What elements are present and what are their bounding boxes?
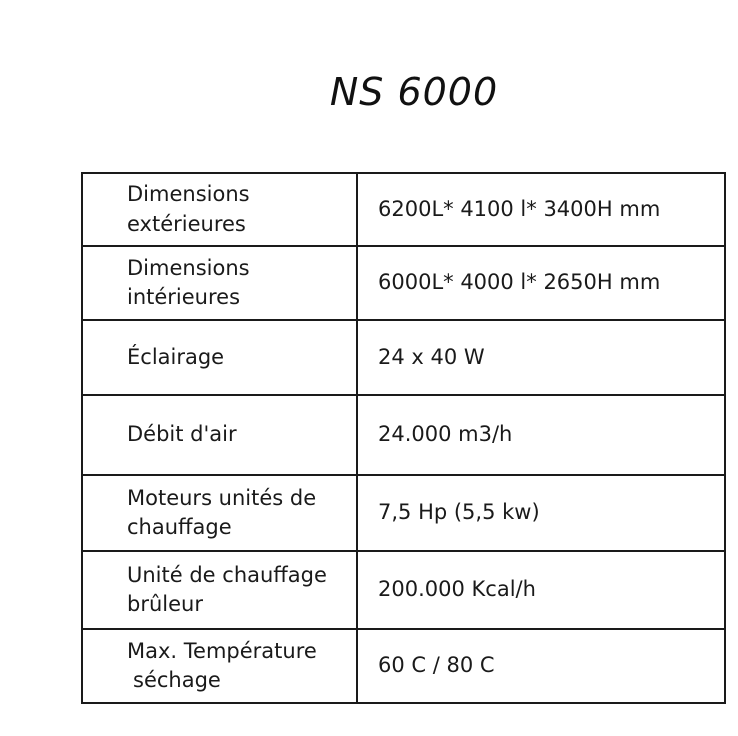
row-value: 6000L* 4000 l* 2650H mm xyxy=(357,246,725,320)
table-row xyxy=(82,246,725,320)
row-label xyxy=(82,173,357,246)
table-row xyxy=(82,320,725,395)
label-line: Dimensions xyxy=(127,255,250,280)
label-line: Débit d'air xyxy=(127,422,237,447)
label-line: extérieures xyxy=(127,211,246,236)
row-label xyxy=(82,475,357,551)
row-value: 60 C / 80 C xyxy=(357,629,725,703)
specs-table xyxy=(81,172,726,704)
row-label xyxy=(82,629,357,703)
label-line: intérieures xyxy=(127,285,241,309)
label-line: brûleur xyxy=(127,592,203,616)
label-line: Max. Température xyxy=(127,638,317,663)
row-value: 24.000 m3/h xyxy=(357,395,725,475)
table-row xyxy=(82,475,725,551)
row-value: 6200L* 4100 l* 3400H mm xyxy=(357,173,725,246)
row-label xyxy=(82,551,357,629)
table-row xyxy=(82,173,725,246)
page-title: NS 6000 xyxy=(329,70,499,114)
label-line: chauffage xyxy=(127,515,232,539)
label-line: séchage xyxy=(133,668,221,692)
table-row xyxy=(82,551,725,629)
row-value: 7,5 Hp (5,5 kw) xyxy=(357,475,725,551)
label-line: Moteurs unités de xyxy=(127,485,317,510)
label-line: Dimensions xyxy=(127,182,250,207)
row-label xyxy=(82,395,357,475)
row-value: 24 x 40 W xyxy=(357,320,725,395)
row-label xyxy=(82,320,357,395)
table-row xyxy=(82,629,725,703)
row-label xyxy=(82,246,357,320)
row-value: 200.000 Kcal/h xyxy=(357,551,725,629)
label-line: Unité de chauffage xyxy=(127,562,327,587)
table-row xyxy=(82,395,725,475)
label-line: Éclairage xyxy=(127,344,225,369)
